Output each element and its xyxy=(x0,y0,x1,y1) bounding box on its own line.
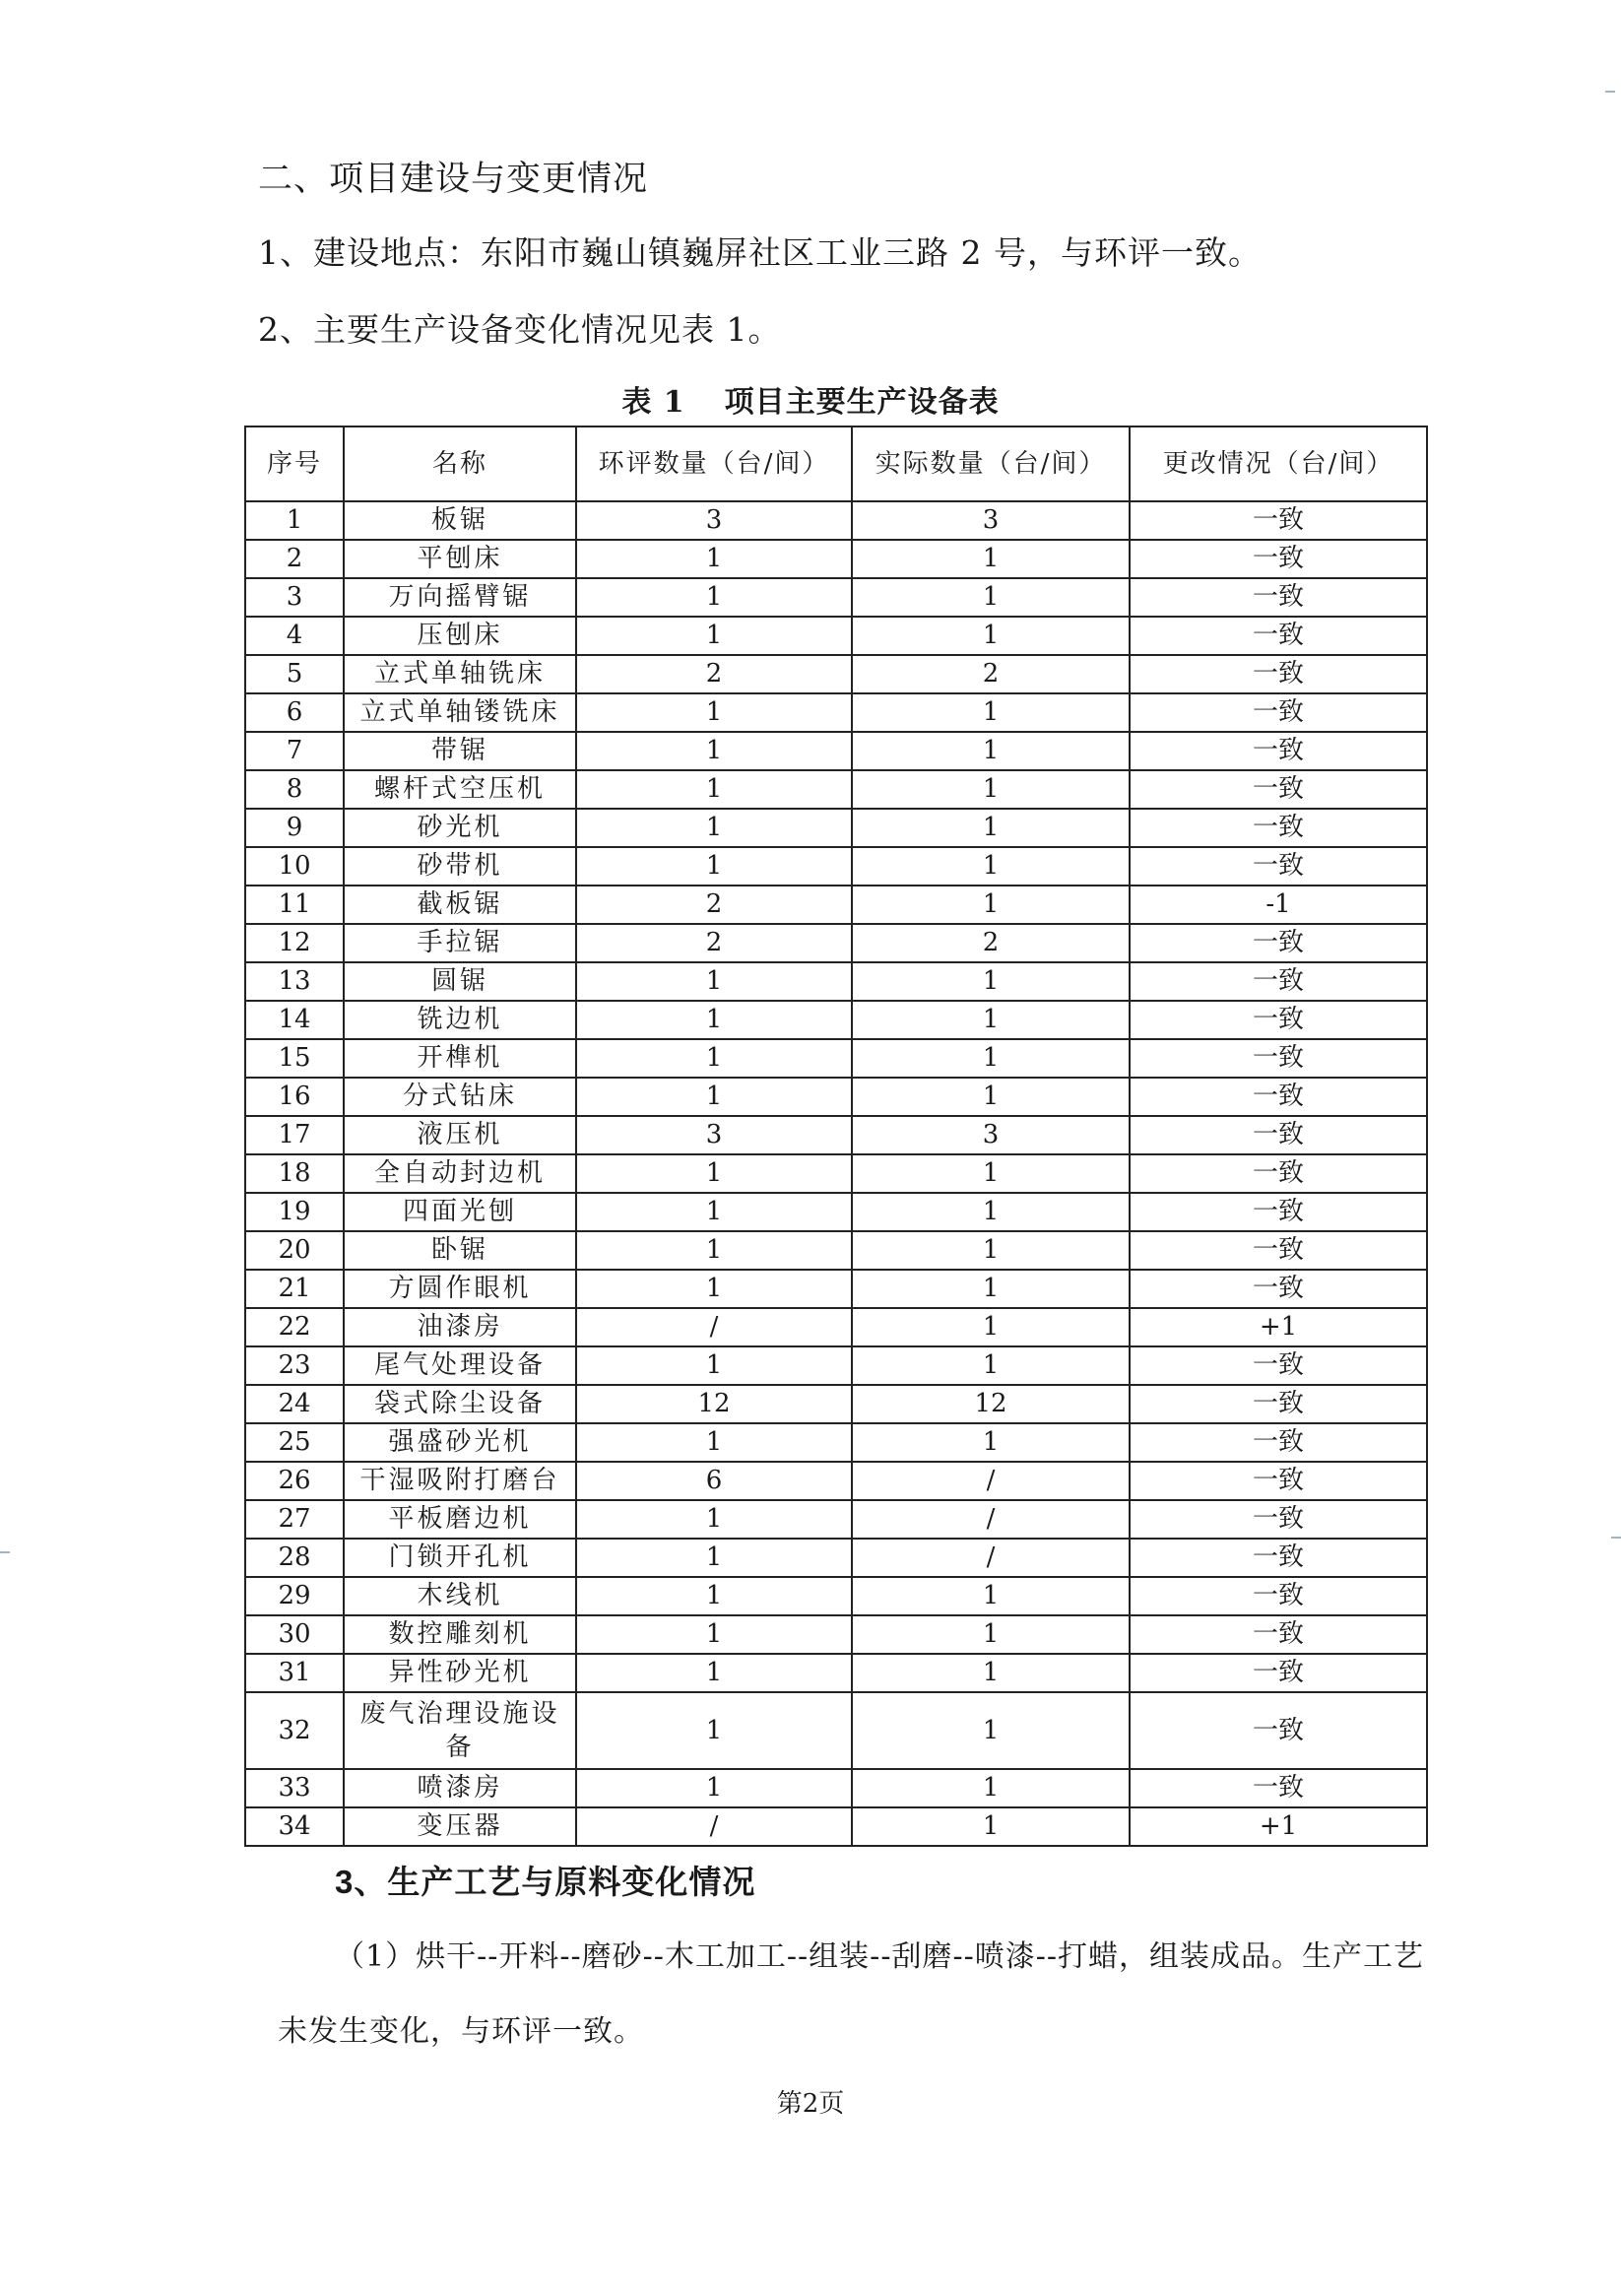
actual-quantity: 1 xyxy=(852,1807,1130,1846)
table-row xyxy=(245,1462,1427,1500)
table-row xyxy=(245,1270,1427,1308)
eia-quantity: 1 xyxy=(576,1154,852,1193)
change-status: 一致 xyxy=(1130,1039,1427,1078)
equipment-name: 强盛砂光机 xyxy=(344,1423,576,1462)
eia-quantity: 1 xyxy=(576,1500,852,1539)
table-caption xyxy=(0,385,1621,421)
actual-quantity: 1 xyxy=(852,1231,1130,1270)
equipment-name: 圆锯 xyxy=(344,962,576,1001)
table-row xyxy=(245,578,1427,617)
actual-quantity: / xyxy=(852,1539,1130,1577)
eia-quantity: 1 xyxy=(576,540,852,578)
eia-quantity: 3 xyxy=(576,501,852,540)
row-index: 27 xyxy=(245,1500,344,1539)
actual-quantity: 1 xyxy=(852,770,1130,809)
eia-quantity: 3 xyxy=(576,1116,852,1154)
eia-quantity: / xyxy=(576,1807,852,1846)
change-status: 一致 xyxy=(1130,1654,1427,1692)
scan-edge-mark xyxy=(0,1551,10,1553)
actual-quantity: 1 xyxy=(852,809,1130,847)
change-status: 一致 xyxy=(1130,693,1427,732)
eia-quantity: 1 xyxy=(576,1270,852,1308)
row-index: 14 xyxy=(245,1001,344,1039)
table-row xyxy=(245,1039,1427,1078)
table-header-row xyxy=(245,426,1427,501)
row-index: 16 xyxy=(245,1078,344,1116)
table-body xyxy=(245,501,1427,1846)
actual-quantity: / xyxy=(852,1462,1130,1500)
equipment-name: 分式钻床 xyxy=(344,1078,576,1116)
table-row xyxy=(245,847,1427,886)
table-row xyxy=(245,809,1427,847)
eia-quantity: 1 xyxy=(576,847,852,886)
table-row xyxy=(245,732,1427,770)
row-index: 30 xyxy=(245,1615,344,1654)
process-paragraph-continued: 未发生变化，与环评一致。 xyxy=(278,2014,644,2049)
actual-quantity: 2 xyxy=(852,655,1130,693)
change-status: 一致 xyxy=(1130,1078,1427,1116)
header-eia-quantity: 环评数量（台/间） xyxy=(576,426,852,501)
table-row xyxy=(245,770,1427,809)
table-row xyxy=(245,1654,1427,1692)
eia-quantity: 2 xyxy=(576,886,852,924)
eia-quantity: 1 xyxy=(576,1078,852,1116)
actual-quantity: 1 xyxy=(852,1001,1130,1039)
eia-quantity: 1 xyxy=(576,770,852,809)
change-status: 一致 xyxy=(1130,770,1427,809)
eia-quantity: 1 xyxy=(576,693,852,732)
row-index: 25 xyxy=(245,1423,344,1462)
eia-quantity: 1 xyxy=(576,578,852,617)
actual-quantity: 3 xyxy=(852,1116,1130,1154)
actual-quantity: 1 xyxy=(852,1193,1130,1231)
header-actual-quantity: 实际数量（台/间） xyxy=(852,426,1130,501)
equipment-name: 铣边机 xyxy=(344,1001,576,1039)
actual-quantity: 1 xyxy=(852,617,1130,655)
row-index: 9 xyxy=(245,809,344,847)
header-name: 名称 xyxy=(344,426,576,501)
equipment-name: 卧锯 xyxy=(344,1231,576,1270)
actual-quantity: 1 xyxy=(852,962,1130,1001)
actual-quantity: 1 xyxy=(852,1078,1130,1116)
eia-quantity: 1 xyxy=(576,1001,852,1039)
row-index: 2 xyxy=(245,540,344,578)
process-heading: 3、生产工艺与原料变化情况 xyxy=(335,1864,756,1900)
row-index: 21 xyxy=(245,1270,344,1308)
equipment-name: 门锁开孔机 xyxy=(344,1539,576,1577)
change-status: +1 xyxy=(1130,1807,1427,1846)
equipment-name: 喷漆房 xyxy=(344,1769,576,1807)
eia-quantity: 1 xyxy=(576,962,852,1001)
change-status: 一致 xyxy=(1130,1001,1427,1039)
change-status: +1 xyxy=(1130,1308,1427,1346)
eia-quantity: 1 xyxy=(576,1769,852,1807)
table-row xyxy=(245,1193,1427,1231)
actual-quantity: 1 xyxy=(852,1270,1130,1308)
actual-quantity: 1 xyxy=(852,886,1130,924)
row-index: 34 xyxy=(245,1807,344,1846)
table-row xyxy=(245,1500,1427,1539)
row-index: 6 xyxy=(245,693,344,732)
actual-quantity: 1 xyxy=(852,578,1130,617)
table-row xyxy=(245,1154,1427,1193)
actual-quantity: 1 xyxy=(852,1577,1130,1615)
change-status: 一致 xyxy=(1130,1500,1427,1539)
equipment-name: 液压机 xyxy=(344,1116,576,1154)
equipment-table xyxy=(244,426,1428,1847)
equipment-name: 带锯 xyxy=(344,732,576,770)
actual-quantity: 2 xyxy=(852,924,1130,962)
equipment-name: 万向摇臂锯 xyxy=(344,578,576,617)
eia-quantity: 2 xyxy=(576,924,852,962)
row-index: 8 xyxy=(245,770,344,809)
row-index: 7 xyxy=(245,732,344,770)
table-row xyxy=(245,1615,1427,1654)
row-index: 22 xyxy=(245,1308,344,1346)
row-index: 20 xyxy=(245,1231,344,1270)
row-index: 23 xyxy=(245,1346,344,1385)
table-row xyxy=(245,1539,1427,1577)
construction-location-paragraph: 1、建设地点：东阳市巍山镇巍屏社区工业三路 2 号，与环评一致。 xyxy=(258,233,1262,272)
table-row xyxy=(245,962,1427,1001)
table-row xyxy=(245,1385,1427,1423)
row-index: 33 xyxy=(245,1769,344,1807)
equipment-change-paragraph: 2、主要生产设备变化情况见表 1。 xyxy=(258,310,782,349)
equipment-name: 数控雕刻机 xyxy=(344,1615,576,1654)
actual-quantity: 1 xyxy=(852,1346,1130,1385)
row-index: 4 xyxy=(245,617,344,655)
table-caption-number: 表 1 xyxy=(621,385,685,420)
equipment-name: 袋式除尘设备 xyxy=(344,1385,576,1423)
change-status: 一致 xyxy=(1130,1462,1427,1500)
equipment-name: 立式单轴铣床 xyxy=(344,655,576,693)
change-status: 一致 xyxy=(1130,924,1427,962)
eia-quantity: 1 xyxy=(576,809,852,847)
actual-quantity: 3 xyxy=(852,501,1130,540)
change-status: 一致 xyxy=(1130,1154,1427,1193)
section-heading: 二、项目建设与变更情况 xyxy=(258,160,649,199)
actual-quantity: / xyxy=(852,1500,1130,1539)
table-row xyxy=(245,1116,1427,1154)
equipment-name: 螺杆式空压机 xyxy=(344,770,576,809)
actual-quantity: 1 xyxy=(852,1154,1130,1193)
change-status: 一致 xyxy=(1130,1692,1427,1769)
change-status: 一致 xyxy=(1130,1385,1427,1423)
equipment-name: 方圆作眼机 xyxy=(344,1270,576,1308)
actual-quantity: 1 xyxy=(852,847,1130,886)
row-index: 31 xyxy=(245,1654,344,1692)
scan-edge-mark xyxy=(1605,91,1615,93)
table-row xyxy=(245,655,1427,693)
table-row xyxy=(245,1577,1427,1615)
row-index: 5 xyxy=(245,655,344,693)
equipment-name: 开榫机 xyxy=(344,1039,576,1078)
table-row xyxy=(245,617,1427,655)
actual-quantity: 1 xyxy=(852,1654,1130,1692)
page-number: 第2页 xyxy=(776,2089,845,2119)
row-index: 28 xyxy=(245,1539,344,1577)
change-status: 一致 xyxy=(1130,1346,1427,1385)
eia-quantity: 1 xyxy=(576,1346,852,1385)
actual-quantity: 12 xyxy=(852,1385,1130,1423)
equipment-name: 异性砂光机 xyxy=(344,1654,576,1692)
change-status: 一致 xyxy=(1130,540,1427,578)
eia-quantity: 1 xyxy=(576,1539,852,1577)
table-row xyxy=(245,1346,1427,1385)
equipment-name: 手拉锯 xyxy=(344,924,576,962)
change-status: 一致 xyxy=(1130,962,1427,1001)
table-caption-title: 项目主要生产设备表 xyxy=(724,385,1000,420)
change-status: -1 xyxy=(1130,886,1427,924)
actual-quantity: 1 xyxy=(852,732,1130,770)
change-status: 一致 xyxy=(1130,1539,1427,1577)
equipment-name: 油漆房 xyxy=(344,1308,576,1346)
eia-quantity: 2 xyxy=(576,655,852,693)
eia-quantity: 1 xyxy=(576,1692,852,1769)
row-index: 15 xyxy=(245,1039,344,1078)
process-paragraph: （1）烘干--开料--磨砂--木工加工--组装--刮磨--喷漆--打蜡，组装成品。生产工艺 xyxy=(335,1939,1424,1974)
actual-quantity: 1 xyxy=(852,693,1130,732)
actual-quantity: 1 xyxy=(852,1769,1130,1807)
table-row xyxy=(245,501,1427,540)
table-row xyxy=(245,1692,1427,1769)
eia-quantity: 1 xyxy=(576,1423,852,1462)
row-index: 11 xyxy=(245,886,344,924)
table-row xyxy=(245,1078,1427,1116)
equipment-name: 平刨床 xyxy=(344,540,576,578)
eia-quantity: 1 xyxy=(576,617,852,655)
change-status: 一致 xyxy=(1130,847,1427,886)
equipment-name: 砂光机 xyxy=(344,809,576,847)
table-row xyxy=(245,1001,1427,1039)
change-status: 一致 xyxy=(1130,809,1427,847)
change-status: 一致 xyxy=(1130,1769,1427,1807)
row-index: 32 xyxy=(245,1692,344,1769)
equipment-name: 木线机 xyxy=(344,1577,576,1615)
header-change: 更改情况（台/间） xyxy=(1130,426,1427,501)
table-row xyxy=(245,1308,1427,1346)
change-status: 一致 xyxy=(1130,1615,1427,1654)
equipment-name: 板锯 xyxy=(344,501,576,540)
table-row xyxy=(245,1231,1427,1270)
equipment-name: 变压器 xyxy=(344,1807,576,1846)
actual-quantity: 1 xyxy=(852,1692,1130,1769)
eia-quantity: 1 xyxy=(576,1231,852,1270)
equipment-name: 废气治理设施设备 xyxy=(344,1692,576,1769)
table-row xyxy=(245,924,1427,962)
eia-quantity: 6 xyxy=(576,1462,852,1500)
equipment-name: 立式单轴镂铣床 xyxy=(344,693,576,732)
change-status: 一致 xyxy=(1130,732,1427,770)
equipment-name: 干湿吸附打磨台 xyxy=(344,1462,576,1500)
row-index: 17 xyxy=(245,1116,344,1154)
change-status: 一致 xyxy=(1130,1270,1427,1308)
actual-quantity: 1 xyxy=(852,1308,1130,1346)
table-row xyxy=(245,693,1427,732)
actual-quantity: 1 xyxy=(852,1039,1130,1078)
table-row xyxy=(245,1769,1427,1807)
row-index: 26 xyxy=(245,1462,344,1500)
table-row xyxy=(245,1807,1427,1846)
row-index: 3 xyxy=(245,578,344,617)
eia-quantity: 1 xyxy=(576,1615,852,1654)
eia-quantity: 1 xyxy=(576,732,852,770)
equipment-name: 四面光刨 xyxy=(344,1193,576,1231)
change-status: 一致 xyxy=(1130,1423,1427,1462)
actual-quantity: 1 xyxy=(852,1423,1130,1462)
eia-quantity: 1 xyxy=(576,1654,852,1692)
change-status: 一致 xyxy=(1130,655,1427,693)
header-index: 序号 xyxy=(245,426,344,501)
row-index: 1 xyxy=(245,501,344,540)
equipment-name: 平板磨边机 xyxy=(344,1500,576,1539)
table-row xyxy=(245,886,1427,924)
equipment-name: 压刨床 xyxy=(344,617,576,655)
change-status: 一致 xyxy=(1130,1116,1427,1154)
row-index: 10 xyxy=(245,847,344,886)
row-index: 18 xyxy=(245,1154,344,1193)
table-row xyxy=(245,540,1427,578)
eia-quantity: 12 xyxy=(576,1385,852,1423)
row-index: 13 xyxy=(245,962,344,1001)
scan-edge-mark xyxy=(1611,1537,1621,1539)
equipment-name: 截板锯 xyxy=(344,886,576,924)
change-status: 一致 xyxy=(1130,501,1427,540)
change-status: 一致 xyxy=(1130,578,1427,617)
equipment-name: 全自动封边机 xyxy=(344,1154,576,1193)
change-status: 一致 xyxy=(1130,1193,1427,1231)
change-status: 一致 xyxy=(1130,1577,1427,1615)
actual-quantity: 1 xyxy=(852,540,1130,578)
row-index: 19 xyxy=(245,1193,344,1231)
row-index: 29 xyxy=(245,1577,344,1615)
actual-quantity: 1 xyxy=(852,1615,1130,1654)
eia-quantity: 1 xyxy=(576,1039,852,1078)
row-index: 12 xyxy=(245,924,344,962)
equipment-name: 砂带机 xyxy=(344,847,576,886)
eia-quantity: / xyxy=(576,1308,852,1346)
equipment-name: 尾气处理设备 xyxy=(344,1346,576,1385)
change-status: 一致 xyxy=(1130,617,1427,655)
eia-quantity: 1 xyxy=(576,1193,852,1231)
row-index: 24 xyxy=(245,1385,344,1423)
table-row xyxy=(245,1423,1427,1462)
eia-quantity: 1 xyxy=(576,1577,852,1615)
change-status: 一致 xyxy=(1130,1231,1427,1270)
